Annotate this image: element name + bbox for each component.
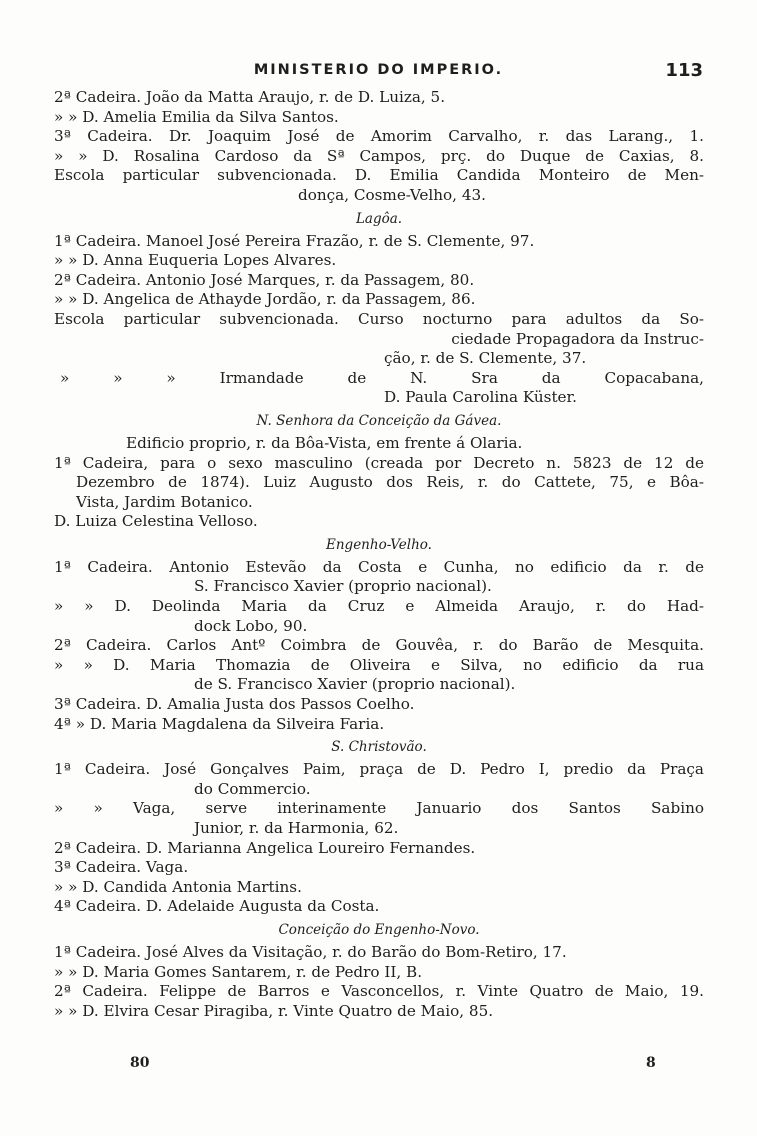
entry-line: 2ª Cadeira. D. Marianna Angelica Loureiro Fernandes. [54,838,476,857]
page-footer [0,1055,757,1079]
entry-line: Edificio proprio, r. da Bôa-Vista, em frente á Olaria. [126,433,523,452]
entry-line: » » D. Anna Euqueria Lopes Alvares. [54,251,337,270]
section-lagoa [54,232,704,408]
entry-line: » » D. Amelia Emilia da Silva Santos. [54,107,339,126]
section-gavea [54,434,704,532]
section-heading-engenho-novo: Conceição do Engenho-Novo. [278,921,480,938]
section-heading-engenho-velho: Engenho-Velho. [326,536,432,553]
entry-line: » » D. Elvira Cesar Piragiba, r. Vinte Quatro de Maio, 85. [54,1001,494,1020]
entry-line: S. Francisco Xavier (proprio nacional). [194,577,492,596]
running-title: MINISTERIO DO IMPERIO. [253,62,504,78]
entry-line: 4ª Cadeira. D. Adelaide Augusta da Costa. [54,897,380,916]
entry-line: » » D. Maria Gomes Santarem, r. de Pedro II, B. [54,962,423,981]
section-engenho-velho [54,558,704,734]
entry-line: 1ª Cadeira. Antonio Estevão da Costa e Cunha, no edificio da r. de [54,557,704,576]
entry-line: 3ª Cadeira. Vaga. [54,858,189,877]
entry-line: 3ª Cadeira. D. Amalia Justa dos Passos Coelho. [54,695,415,714]
entry-line: » » D. Maria Thomazia de Oliveira e Silva, no edificio da rua [54,655,704,674]
entry-line: 4ª » D. Maria Magdalena da Silveira Faria. [54,714,385,733]
entry-line: » » D. Candida Antonia Martins. [54,877,302,896]
entry-line: Dezembro de 1874). Luiz Augusto dos Reis, r. do Cattete, 75, e Bôa- [76,473,704,492]
entry-line: 2ª Cadeira. Antonio José Marques, r. da Passagem, 80. [54,270,475,289]
entry-line: Vista, Jardim Botanico. [76,492,253,511]
entry-line: Escola particular subvencionada. Curso nocturno para adultos da So- [54,309,704,328]
entry-line: » » D. Rosalina Cardoso da Sª Campos, prç. do Duque de Caxias, 8. [54,146,704,165]
section-engenho-novo [54,943,704,1021]
entry-line: ciedade Propagadora da Instruc- [451,329,704,348]
signature-mark-left: 80 [130,1055,150,1071]
entry-line: » » D. Angelica de Athayde Jordão, r. da Passagem, 86. [54,290,476,309]
entry-line: D. Luiza Celestina Velloso. [54,512,258,531]
entry-line: de S. Francisco Xavier (proprio nacional). [194,675,516,694]
section-heading-sao-christovao: S. Christovão. [331,739,427,756]
entry-line: donça, Cosme-Velho, 43. [298,185,486,204]
entry-line: » » » Irmandade de N. Sra da Copacabana, [60,368,704,387]
entry-line: 2ª Cadeira. João da Matta Araujo, r. de D. Luiza, 5. [54,88,446,106]
entry-line: 1ª Cadeira. José Alves da Visitação, r. do Barão do Bom-Retiro, 17. [54,942,567,961]
entry-line: 1ª Cadeira. Manoel José Pereira Frazão, r. de S. Clemente, 97. [54,231,535,250]
section-sao-christovao [54,760,704,917]
section-heading-gavea: N. Senhora da Conceição da Gávea. [256,412,502,429]
signature-mark-right: 8 [646,1055,656,1071]
entry-line: » » Vaga, serve interinamente Januario dos Santos Sabino [54,799,704,818]
entry-line: Junior, r. da Harmonia, 62. [194,819,399,837]
page-header [0,60,757,86]
entry-line: do Commercio. [194,779,311,798]
entry-line: dock Lobo, 90. [194,616,308,635]
entry-line: 3ª Cadeira. Dr. Joaquim José de Amorim Carvalho, r. das Larang., 1. [54,127,704,146]
entry-line: 1ª Cadeira. José Gonçalves Paim, praça de D. Pedro I, predio da Praça [54,760,704,779]
entry-line: Escola particular subvencionada. D. Emilia Candida Monteiro de Men- [54,166,704,185]
section-heading-lagoa: Lagôa. [355,210,403,227]
entry-line: D. Paula Carolina Küster. [384,388,577,407]
section-continuation [54,88,704,206]
entry-line: 2ª Cadeira. Felippe de Barros e Vasconcellos, r. Vinte Quatro de Maio, 19. [54,982,704,1001]
page-content [54,88,704,1021]
entry-line: ção, r. de S. Clemente, 37. [384,349,587,368]
entry-line: 1ª Cadeira, para o sexo masculino (creada por Decreto n. 5823 de 12 de [54,453,704,472]
page-number: 113 [665,60,703,81]
entry-line: » » D. Deolinda Maria da Cruz e Almeida Araujo, r. do Had- [54,597,704,616]
entry-line: 2ª Cadeira. Carlos Antº Coimbra de Gouvêa, r. do Barão de Mesquita. [54,636,704,655]
